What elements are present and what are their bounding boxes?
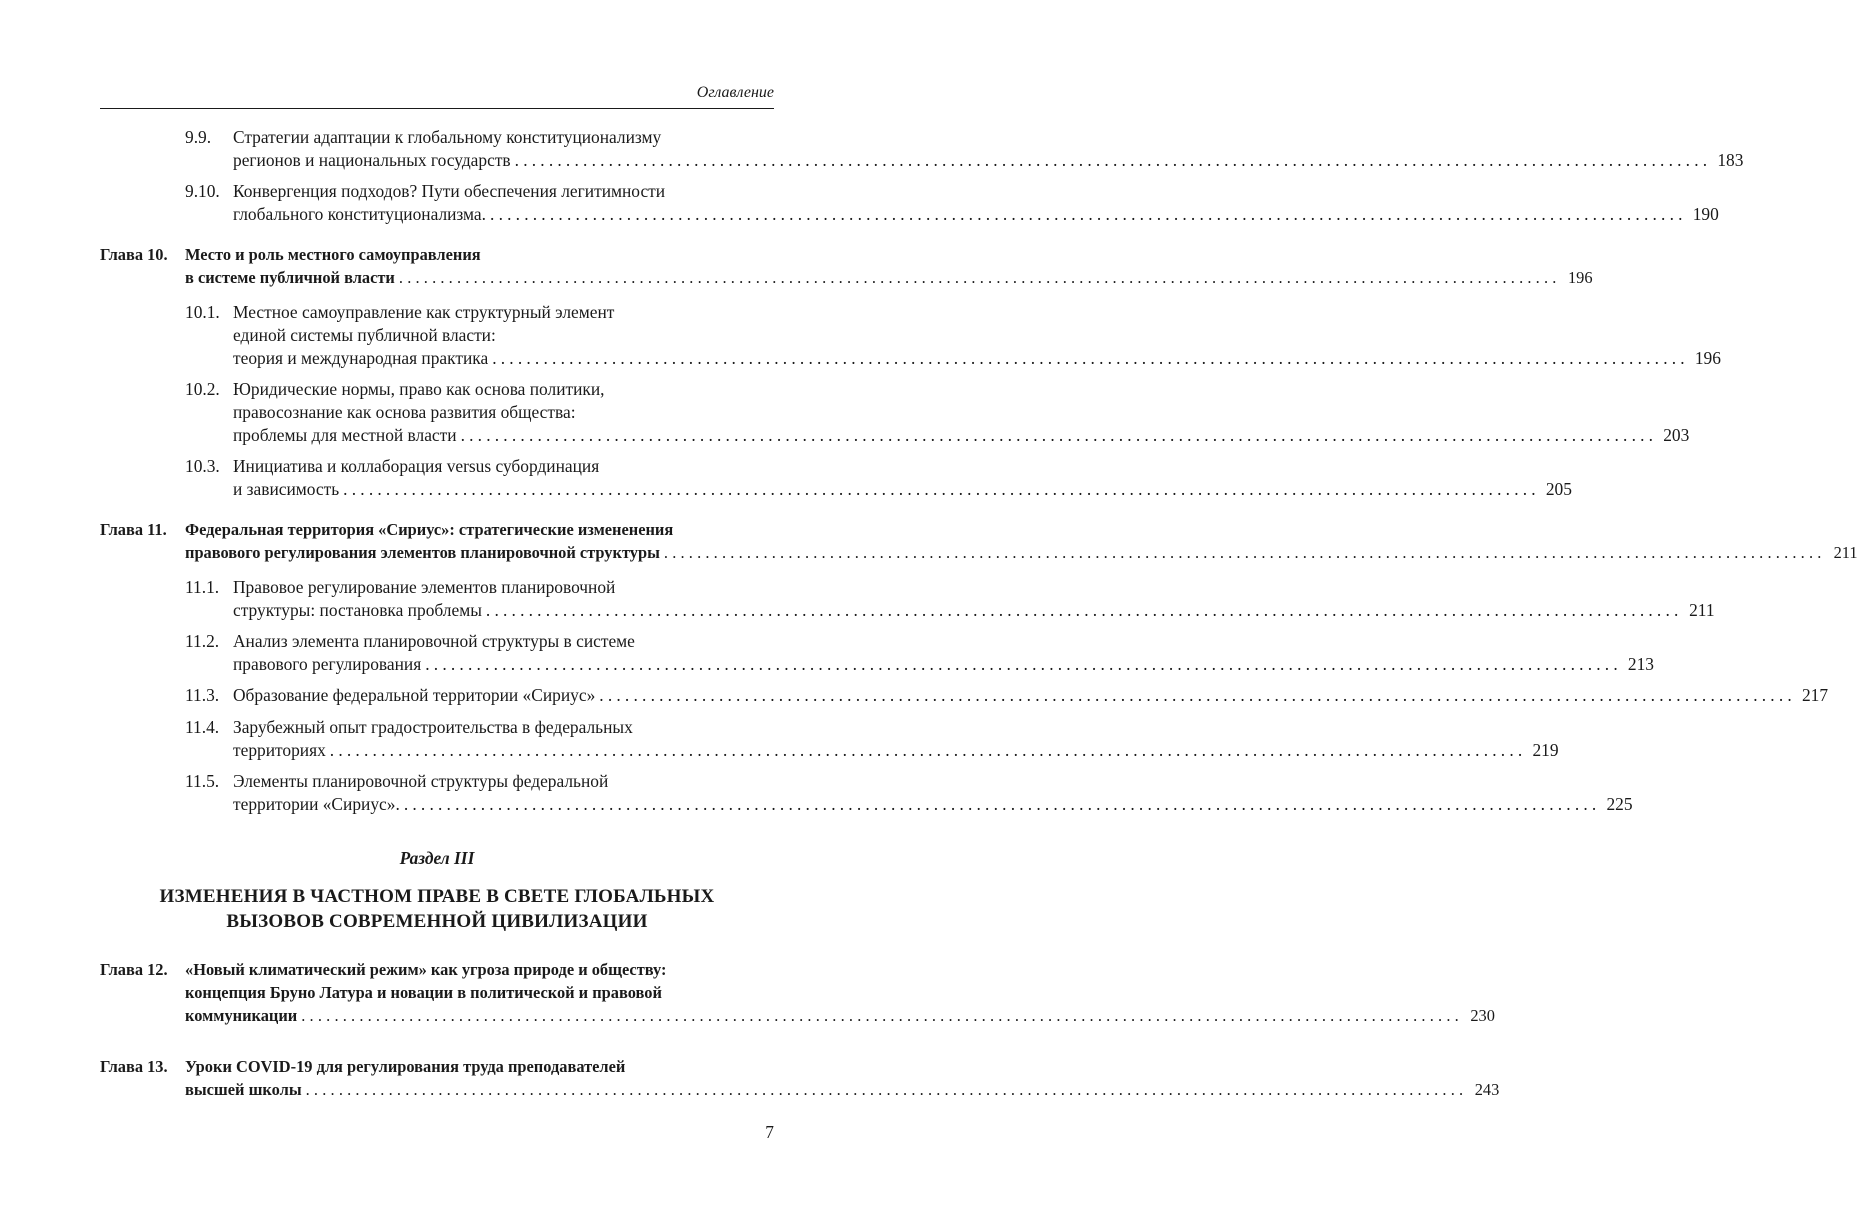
toc-entry-10-1[interactable] — [185, 301, 1721, 371]
entry-body — [233, 770, 1633, 816]
dot-leader: ............................................................................................................................................ — [485, 600, 1683, 621]
entry-page-number: 217 — [1801, 685, 1829, 705]
entry-page-number: 196 — [1694, 348, 1721, 369]
entry-body — [233, 684, 1829, 707]
entry-title-line: «Новый климатический режим» как угроза природе и обществу: — [185, 960, 667, 979]
dot-leader: ............................................................................................................................................ — [343, 479, 1540, 500]
entry-body — [185, 518, 1858, 564]
entry-last-line — [185, 1004, 1495, 1027]
entry-title-line: Зарубежный опыт градостроительства в федеральных — [233, 717, 633, 737]
entry-page-number: 225 — [1606, 794, 1633, 815]
entry-title-line: регионов и национальных государств — [233, 150, 511, 171]
entry-title-line: Федеральная территория «Сириус»: стратегические измененения — [185, 520, 674, 539]
entry-title-line: и зависимость — [233, 479, 340, 500]
entry-number: 11.3. — [185, 685, 220, 705]
entry-body — [185, 243, 1593, 289]
toc-chapter-13[interactable] — [100, 1055, 1500, 1101]
entry-body — [233, 126, 1744, 172]
entry-body — [233, 576, 1715, 622]
entry-title-line: Стратегии адаптации к глобальному конституционализму — [233, 127, 662, 147]
entry-body — [185, 1055, 1500, 1101]
entry-title-line: Конвергенция подходов? Пути обеспечения легитимности — [233, 181, 666, 201]
section-title-line-1: ИЗМЕНЕНИЯ В ЧАСТНОМ ПРАВЕ В СВЕТЕ ГЛОБАЛЬНЫХ — [159, 886, 715, 907]
entry-body — [233, 716, 1559, 762]
dot-leader: ............................................................................................................................................ — [425, 654, 1622, 675]
toc-entry-9-10[interactable] — [185, 180, 1719, 226]
entry-last-line — [233, 149, 1744, 172]
entry-number: 11.1. — [185, 577, 220, 597]
dot-leader: ............................................................................................................................................ — [599, 685, 1796, 705]
entry-page-number: 183 — [1717, 150, 1744, 171]
entry-title-line: Инициатива и коллаборация versus субординация — [233, 456, 600, 476]
toc-entry-9-9[interactable] — [185, 126, 1744, 172]
header-rule — [100, 108, 774, 109]
entry-number: Глава 11. — [100, 520, 167, 539]
entry-last-line — [185, 541, 1858, 564]
section-title — [100, 884, 774, 934]
entry-number: 10.3. — [185, 456, 220, 476]
section-label: Раздел III — [399, 848, 475, 868]
dot-leader: ............................................................................................................................................ — [301, 1006, 1463, 1026]
page-number: 7 — [765, 1122, 774, 1142]
entry-body — [185, 958, 1495, 1028]
entry-body — [233, 180, 1719, 226]
entry-title-line: Местное самоуправление как структурный элемент — [233, 302, 615, 322]
entry-body — [233, 301, 1721, 371]
toc-entry-11-1[interactable] — [185, 576, 1715, 622]
entry-number: 9.10. — [185, 181, 220, 201]
dot-leader: ............................................................................................................................................ — [329, 740, 1527, 761]
entry-title-line: Юридические нормы, право как основа политики, — [233, 379, 605, 399]
entry-title-line: правового регулирования элементов планировочной структуры — [185, 543, 660, 563]
running-head: Оглавление — [696, 84, 774, 101]
entry-body — [233, 378, 1690, 448]
entry-title-line: Элементы планировочной структуры федеральной — [233, 771, 609, 791]
entry-title-line: правового регулирования — [233, 654, 422, 675]
entry-title-line: структуры: постановка проблемы — [233, 600, 482, 621]
entry-last-line — [233, 653, 1654, 676]
entry-page-number: 211 — [1833, 543, 1858, 563]
entry-number: Глава 10. — [100, 245, 168, 264]
dot-leader: ............................................................................................................................................ — [460, 425, 1658, 446]
entry-title-line: в системе публичной власти — [185, 268, 395, 288]
entry-title-line: Анализ элемента планировочной структуры в системе — [233, 631, 635, 651]
dot-leader: ............................................................................................................................................ — [490, 204, 1687, 225]
entry-number: 11.2. — [185, 631, 220, 651]
entry-page-number: 203 — [1663, 425, 1690, 446]
entry-page-number: 205 — [1545, 479, 1572, 500]
toc-entry-10-2[interactable] — [185, 378, 1690, 448]
entry-title-line: единой системы публичной власти: — [233, 325, 496, 346]
entry-number: 10.1. — [185, 302, 220, 322]
entry-last-line — [233, 424, 1690, 447]
toc-entry-11-3[interactable] — [185, 684, 1829, 707]
entry-number: Глава 13. — [100, 1057, 168, 1076]
entry-last-line — [233, 739, 1559, 762]
section-title-line-2: ВЫЗОВОВ СОВРЕМЕННОЙ ЦИВИЛИЗАЦИИ — [226, 911, 648, 932]
entry-last-line — [185, 1078, 1500, 1101]
entry-body — [233, 630, 1654, 676]
entry-title-line: Правовое регулирование элементов планировочной — [233, 577, 616, 597]
entry-number: Глава 12. — [100, 960, 168, 979]
entry-page-number: 243 — [1474, 1080, 1500, 1100]
toc-chapter-10[interactable] — [100, 243, 1593, 289]
entry-number: 9.9. — [185, 127, 212, 147]
entry-title-line: высшей школы — [185, 1080, 302, 1100]
entry-title-line: глобального конституционализма. — [233, 204, 487, 225]
entry-last-line — [233, 599, 1715, 622]
toc-entry-11-5[interactable] — [185, 770, 1633, 816]
entry-title-line: территории «Сириус». — [233, 794, 400, 815]
entry-last-line — [233, 684, 1829, 707]
dot-leader: ............................................................................................................................................ — [514, 150, 1712, 171]
entry-title-line: проблемы для местной власти — [233, 425, 457, 446]
toc-chapter-11[interactable] — [100, 518, 1858, 564]
entry-title-line: коммуникации — [185, 1006, 298, 1026]
entry-body — [233, 455, 1572, 501]
entry-last-line — [233, 793, 1633, 816]
entry-title-line: Уроки COVID-19 для регулирования труда преподавателей — [185, 1057, 626, 1076]
entry-number: 11.4. — [185, 717, 220, 737]
entry-last-line — [233, 478, 1572, 501]
toc-chapter-12[interactable] — [100, 958, 1495, 1028]
entry-page-number: 219 — [1532, 740, 1559, 761]
entry-page-number: 213 — [1627, 654, 1654, 675]
entry-page-number: 196 — [1567, 268, 1593, 288]
entry-title-line: Образование федеральной территории «Сириус» — [233, 685, 596, 705]
entry-last-line — [185, 266, 1593, 289]
entry-last-line — [233, 203, 1719, 226]
entry-page-number: 230 — [1470, 1006, 1495, 1026]
entry-last-line — [233, 347, 1721, 370]
entry-number: 10.2. — [185, 379, 220, 399]
toc-entry-11-4[interactable] — [185, 716, 1559, 762]
entry-page-number: 190 — [1692, 204, 1719, 225]
dot-leader: ............................................................................................................................................ — [398, 268, 1561, 288]
entry-number: 11.5. — [185, 771, 220, 791]
dot-leader: ............................................................................................................................................ — [492, 348, 1689, 369]
dot-leader: ............................................................................................................................................ — [663, 543, 1826, 563]
toc-entry-11-2[interactable] — [185, 630, 1654, 676]
toc-entry-10-3[interactable] — [185, 455, 1572, 501]
dot-leader: ............................................................................................................................................ — [305, 1080, 1468, 1100]
entry-title-line: концепция Бруно Латура и новации в политической и правовой — [185, 983, 662, 1003]
entry-title-line: Место и роль местного самоуправления — [185, 245, 481, 264]
entry-title-line: теория и международная практика — [233, 348, 489, 369]
entry-page-number: 211 — [1689, 600, 1715, 621]
entry-title-line: правосознание как основа развития общества: — [233, 402, 576, 423]
entry-title-line: территориях — [233, 740, 326, 761]
dot-leader: ............................................................................................................................................ — [403, 794, 1601, 815]
